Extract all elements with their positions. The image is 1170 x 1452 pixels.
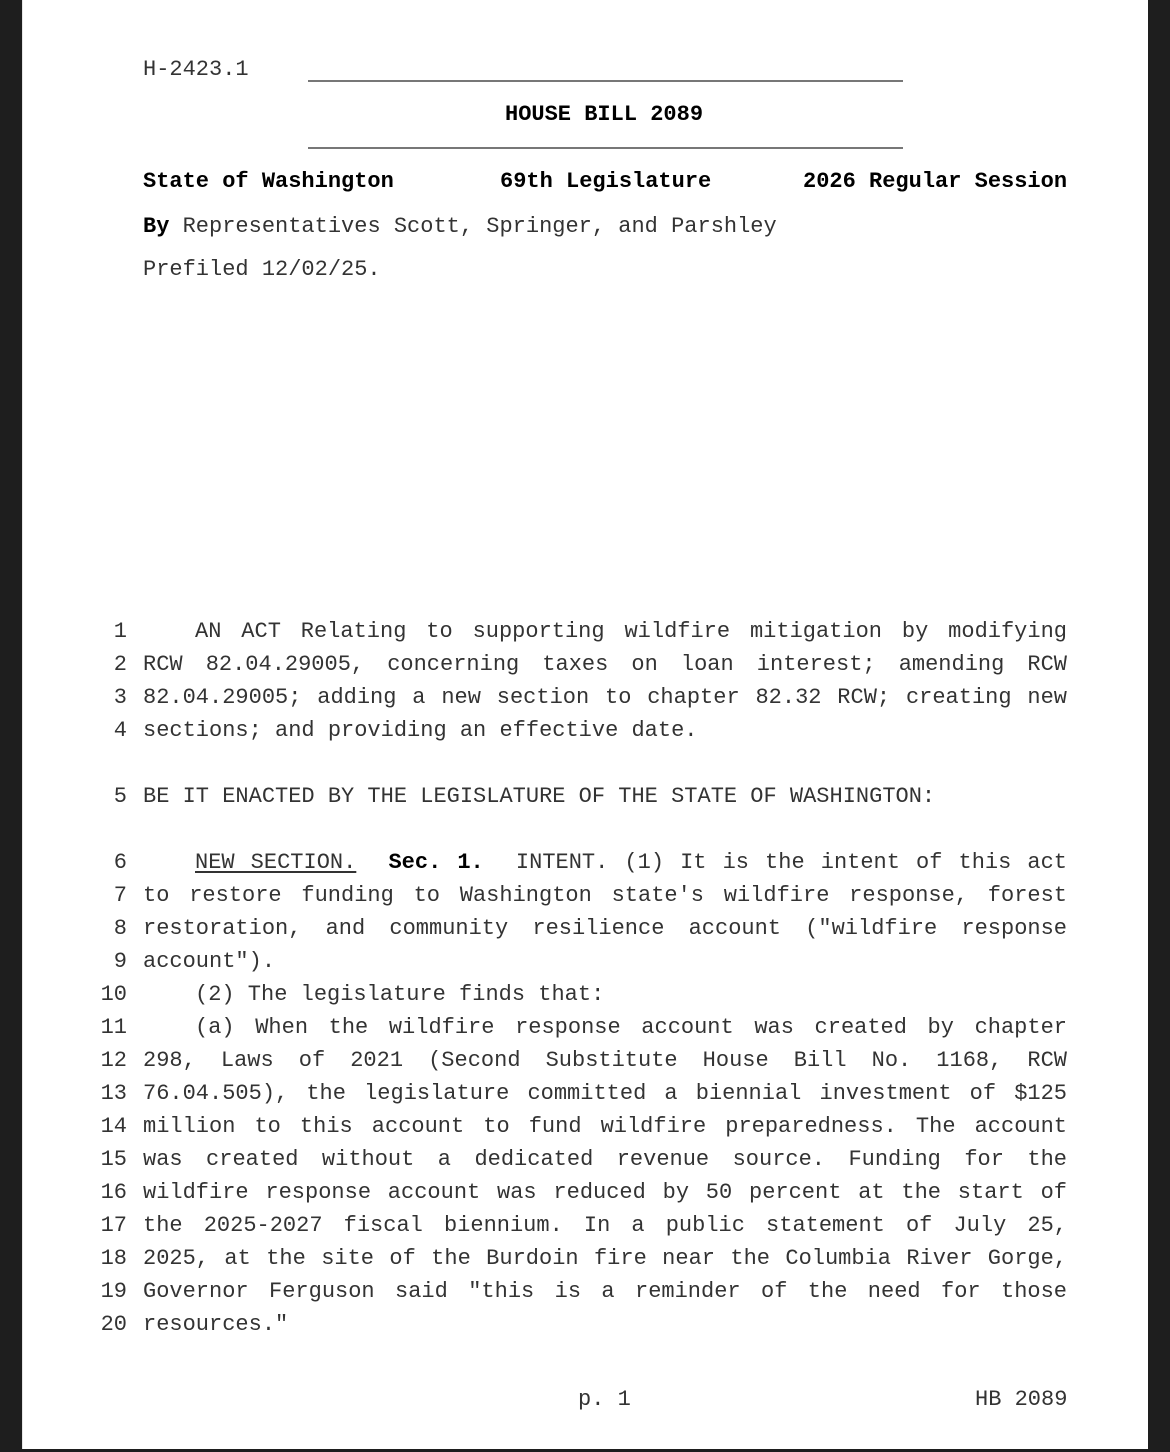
sponsors-line — [143, 214, 777, 240]
page-number: p. 1 — [578, 1387, 631, 1412]
enacting-clause: BE IT ENACTED BY THE LEGISLATURE OF THE STATE OF WASHINGTON: — [143, 784, 936, 809]
line-number: 11 — [100, 1015, 127, 1040]
section-text: INTENT. (1) It is the intent of this act — [515, 850, 1067, 875]
text-line: Governor Ferguson said "this is a reminder of the need for those — [143, 1279, 1067, 1304]
line-number: 3 — [113, 685, 127, 710]
document-id: H-2423.1 — [143, 57, 249, 82]
section-number: Sec. 1. — [388, 850, 484, 875]
text-line: account"). — [143, 949, 276, 974]
new-section-label: NEW SECTION. — [195, 850, 357, 875]
sponsor-prefix: By — [143, 214, 170, 239]
text-line: 298, Laws of 2021 (Second Substitute House Bill No. 1168, RCW — [143, 1048, 1067, 1073]
text-line: sections; and providing an effective date. — [143, 718, 698, 743]
line-number: 7 — [113, 883, 127, 908]
line-number: 6 — [113, 850, 127, 875]
sponsors: Representatives Scott, Springer, and Parshley — [182, 214, 777, 239]
bill-title: HOUSE BILL 2089 — [505, 102, 704, 127]
text-line: (a) When the wildfire response account was created by chapter — [195, 1015, 1067, 1040]
line-number: 18 — [100, 1246, 127, 1271]
legislature: 69th Legislature — [500, 169, 712, 194]
line-number: 5 — [113, 784, 127, 809]
text-line: RCW 82.04.29005, concerning taxes on loan interest; amending RCW — [143, 652, 1067, 677]
text-line: AN ACT Relating to supporting wildfire mitigation by modifying — [195, 619, 1067, 644]
line-number: 9 — [113, 949, 127, 974]
state-name: State of Washington — [143, 169, 394, 194]
title-rule-bottom — [308, 147, 903, 149]
line-number: 15 — [100, 1147, 127, 1172]
text-line: million to this account to fund wildfire preparedness. The account — [143, 1114, 1067, 1139]
document-page — [22, 0, 1148, 1449]
line-number: 13 — [100, 1081, 127, 1106]
text-line: (2) The legislature finds that: — [195, 982, 605, 1007]
prefiled-date: Prefiled 12/02/25. — [143, 257, 381, 282]
line-number: 12 — [100, 1048, 127, 1073]
text-line: 2025, at the site of the Burdoin fire near the Columbia River Gorge, — [143, 1246, 1067, 1271]
line-number: 16 — [100, 1180, 127, 1205]
line-number: 1 — [113, 619, 127, 644]
text-line: to restore funding to Washington state's wildfire response, forest — [143, 883, 1067, 908]
line-number: 4 — [113, 718, 127, 743]
text-line: resources." — [143, 1312, 289, 1337]
text-line: 82.04.29005; adding a new section to chapter 82.32 RCW; creating new — [143, 685, 1067, 710]
session: 2026 Regular Session — [803, 169, 1068, 194]
line-number: 8 — [113, 916, 127, 941]
text-line: 76.04.505), the legislature committed a biennial investment of $125 — [143, 1081, 1067, 1106]
line-number: 10 — [100, 982, 127, 1007]
line-number: 17 — [100, 1213, 127, 1238]
text-line: was created without a dedicated revenue source. Funding for the — [143, 1147, 1067, 1172]
text-line: wildfire response account was reduced by 50 percent at the start of — [143, 1180, 1067, 1205]
text-line: restoration, and community resilience account ("wildfire response — [143, 916, 1067, 941]
line-number: 2 — [113, 652, 127, 677]
title-rule-top — [308, 80, 903, 82]
line-number: 20 — [100, 1312, 127, 1337]
section-heading-line — [143, 850, 1067, 876]
footer-bill-id: HB 2089 — [975, 1387, 1068, 1412]
line-number: 19 — [100, 1279, 127, 1304]
line-number: 14 — [100, 1114, 127, 1139]
text-line: the 2025-2027 fiscal biennium. In a public statement of July 25, — [143, 1213, 1067, 1238]
